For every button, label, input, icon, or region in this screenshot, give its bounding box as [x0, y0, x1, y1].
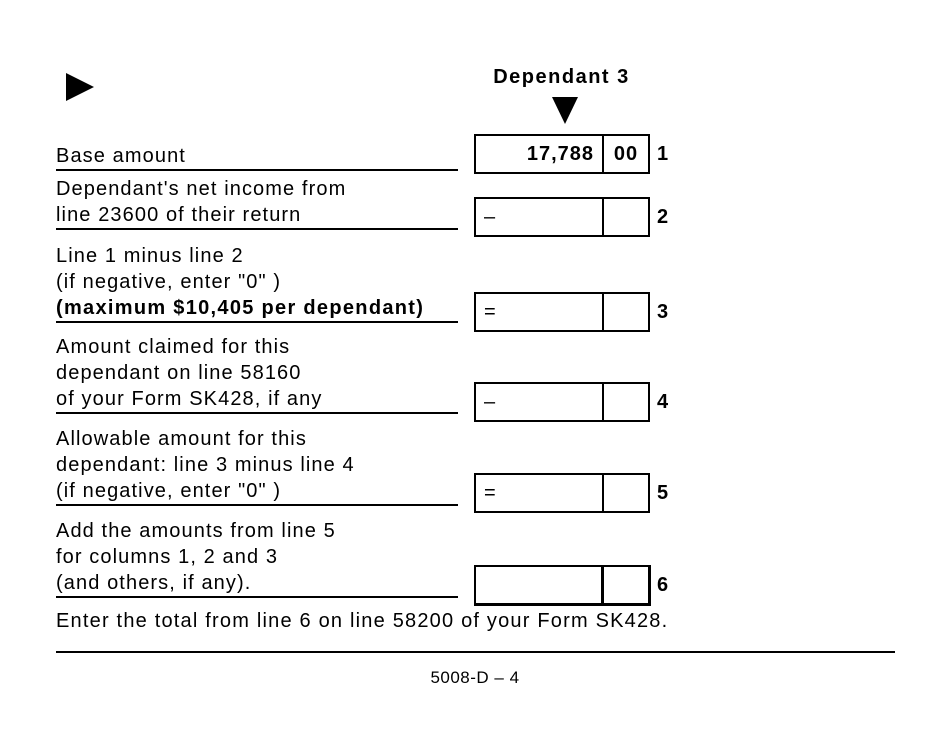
- line-2-operator: –: [484, 206, 496, 228]
- line-1-cents[interactable]: 00: [613, 143, 639, 165]
- line-4-operator: –: [484, 391, 496, 413]
- line-4-label-text-3: of your Form SK428, if any: [56, 388, 323, 410]
- page-footer: 5008-D – 4: [430, 668, 520, 687]
- line-3-label-text-2: (if negative, enter "0" ): [56, 271, 282, 293]
- line-6-label-text-3: (and others, if any).: [56, 572, 252, 594]
- line-4-label: [56, 334, 458, 414]
- column-header-dependant-3: Dependant 3: [493, 66, 630, 88]
- line-3-cents[interactable]: [604, 294, 648, 330]
- line-5-dollars[interactable]: [476, 475, 604, 511]
- line-number-2: 2: [657, 206, 669, 228]
- instruction-text: Enter the total from line 6 on line 58200 of your Form SK428.: [56, 610, 669, 632]
- line-1-dollars-value: 17,788: [526, 143, 594, 165]
- line-6-label-text-2: for columns 1, 2 and 3: [56, 546, 279, 568]
- line-number-6: 6: [657, 574, 669, 596]
- line-2-label-text-1: Dependant's net income from: [56, 178, 347, 200]
- line-3-label-text-1: Line 1 minus line 2: [56, 245, 244, 267]
- line-5-operator: =: [484, 482, 496, 504]
- line-2-dollars[interactable]: [476, 199, 604, 235]
- line-3-operator: =: [484, 301, 496, 323]
- line-2-label: [56, 176, 458, 230]
- line-3-amount-field[interactable]: [474, 292, 650, 332]
- line-3-label: [56, 243, 458, 323]
- line-1-label-text: Base amount: [56, 145, 186, 167]
- line-4-label-text-1: Amount claimed for this: [56, 336, 291, 358]
- line-4-dollars[interactable]: [476, 384, 604, 420]
- line-6-label-text-1: Add the amounts from line 5: [56, 520, 336, 542]
- footer-divider: [56, 651, 895, 653]
- line-number-1: 1: [657, 143, 669, 165]
- line-6-label: [56, 518, 458, 598]
- line-2-cents[interactable]: [604, 199, 648, 235]
- line-3-maximum-note: (maximum $10,405 per dependant): [56, 297, 425, 319]
- line-5-label: [56, 426, 458, 506]
- line-5-cents[interactable]: [604, 475, 648, 511]
- line-4-label-text-2: dependant on line 58160: [56, 362, 302, 384]
- line-2-label-text-2: line 23600 of their return: [56, 204, 302, 226]
- line-5-label-text-2: dependant: line 3 minus line 4: [56, 454, 355, 476]
- line-1-amount-field[interactable]: [474, 134, 650, 174]
- line-1-label: [56, 143, 458, 171]
- line-number-4: 4: [657, 391, 669, 413]
- line-4-amount-field[interactable]: [474, 382, 650, 422]
- line-6-dollars[interactable]: [476, 567, 604, 603]
- line-1-dollars[interactable]: [476, 136, 604, 172]
- line-number-5: 5: [657, 482, 669, 504]
- line-6-amount-field[interactable]: [474, 565, 651, 606]
- column-down-arrow-icon: [552, 97, 578, 124]
- line-5-amount-field[interactable]: [474, 473, 650, 513]
- line-4-cents[interactable]: [604, 384, 648, 420]
- line-2-amount-field[interactable]: [474, 197, 650, 237]
- line-5-label-text-1: Allowable amount for this: [56, 428, 307, 450]
- line-3-dollars[interactable]: [476, 294, 604, 330]
- line-6-cents[interactable]: [604, 567, 648, 603]
- line-5-label-text-3: (if negative, enter "0" ): [56, 480, 282, 502]
- line-number-3: 3: [657, 301, 669, 323]
- continue-arrow-icon: [66, 73, 94, 101]
